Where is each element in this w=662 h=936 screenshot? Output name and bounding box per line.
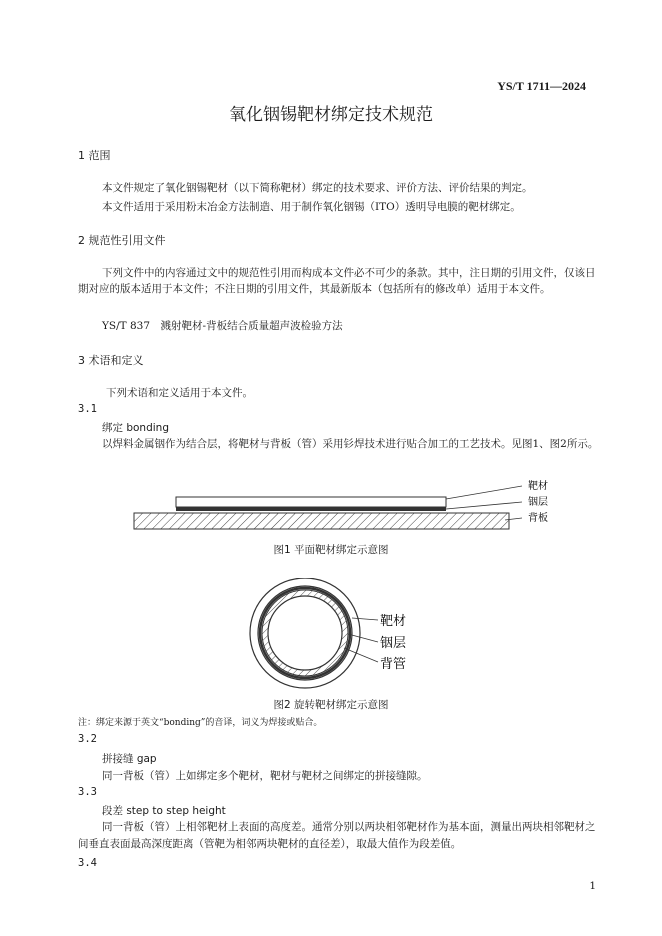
leader-line <box>446 486 522 499</box>
term-3-1-number: 3.1 <box>78 403 97 415</box>
term-3-1-note: 注：绑定来源于英文“bonding”的音译，词义为焊接或贴合。 <box>78 718 323 728</box>
term-3-4-number: 3.4 <box>78 857 97 869</box>
backing-plate <box>134 513 509 529</box>
indium-layer <box>176 507 446 511</box>
standard-number: YS/T 1711—2024 <box>497 79 586 93</box>
target-layer <box>176 497 446 507</box>
fig1-label-backing-plate: 背板 <box>528 513 548 524</box>
term-3-2-definition: 同一背板（管）上如绑定多个靶材，靶材与靶材之间绑定的拼接缝隙。 <box>102 770 428 782</box>
term-3-2-number: 3.2 <box>78 733 97 745</box>
term-3-3-number: 3.3 <box>78 786 97 798</box>
fig2-label-target: 靶材 <box>380 614 407 629</box>
figure-2-caption: 图2 旋转靶材绑定示意图 <box>273 699 389 711</box>
section-3-heading: 3 术语和定义 <box>78 354 144 367</box>
term-3-2-title: 拼接缝 gap <box>102 753 157 765</box>
normative-reference: YS/T 837 溅射靶材-背板结合质量超声波检验方法 <box>102 320 343 332</box>
section-1-heading: 1 范围 <box>78 149 111 162</box>
term-3-1-title: 绑定 bonding <box>102 422 169 434</box>
section-2-heading: 2 规范性引用文件 <box>78 234 166 247</box>
leader-line <box>446 502 522 509</box>
section-1-paragraph-1: 本文件规定了氧化铟锡靶材（以下简称靶材）绑定的技术要求、评价方法、评价结果的判定。 <box>102 182 533 194</box>
section-2-paragraph: 下列文件中的内容通过文中的规范性引用而构成本文件必不可少的条款。其中，注日期的引用文件，仅该日期对应的版本适用于本文件；不注日期的引用文件，其最新版本（包括所有的修改单）适用于本文件。 <box>78 267 596 295</box>
fig2-label-indium: 铟层 <box>380 636 407 651</box>
fig2-label-backing-tube: 背管 <box>380 657 407 672</box>
fig1-label-target: 靶材 <box>528 481 548 492</box>
document-title: 氧化铟锡靶材绑定技术规范 <box>229 105 433 125</box>
section-1-paragraph-2: 本文件适用于采用粉末冶金方法制造、用于制作氧化铟锡（ITO）透明导电膜的靶材绑定。 <box>102 201 521 213</box>
figure-2-rotary-bonding-diagram <box>240 578 440 690</box>
term-3-3-title: 段差 step to step height <box>102 805 226 817</box>
section-3-intro: 下列术语和定义适用于本文件。 <box>106 387 253 399</box>
term-3-1-definition: 以焊料金属铟作为结合层，将靶材与背板（管）采用钐焊技术进行贴合加工的工艺技术。见图1、图2所示。 <box>102 438 599 450</box>
tube-bore <box>268 596 342 670</box>
term-3-3-definition: 同一背板（管）上相邻靶材上表面的高度差。通常分别以两块相邻靶材作为基本面，测量出两块相邻靶材之间垂直表面最高深度距离（管靶为相邻两块靶材的直径差），取最大值作为段差值。 <box>78 821 596 850</box>
fig1-label-indium: 铟层 <box>528 497 548 508</box>
figure-1-caption: 图1 平面靶材绑定示意图 <box>273 544 389 556</box>
page-number: 1 <box>589 880 596 892</box>
figure-1-planar-bonding-diagram <box>120 476 560 536</box>
